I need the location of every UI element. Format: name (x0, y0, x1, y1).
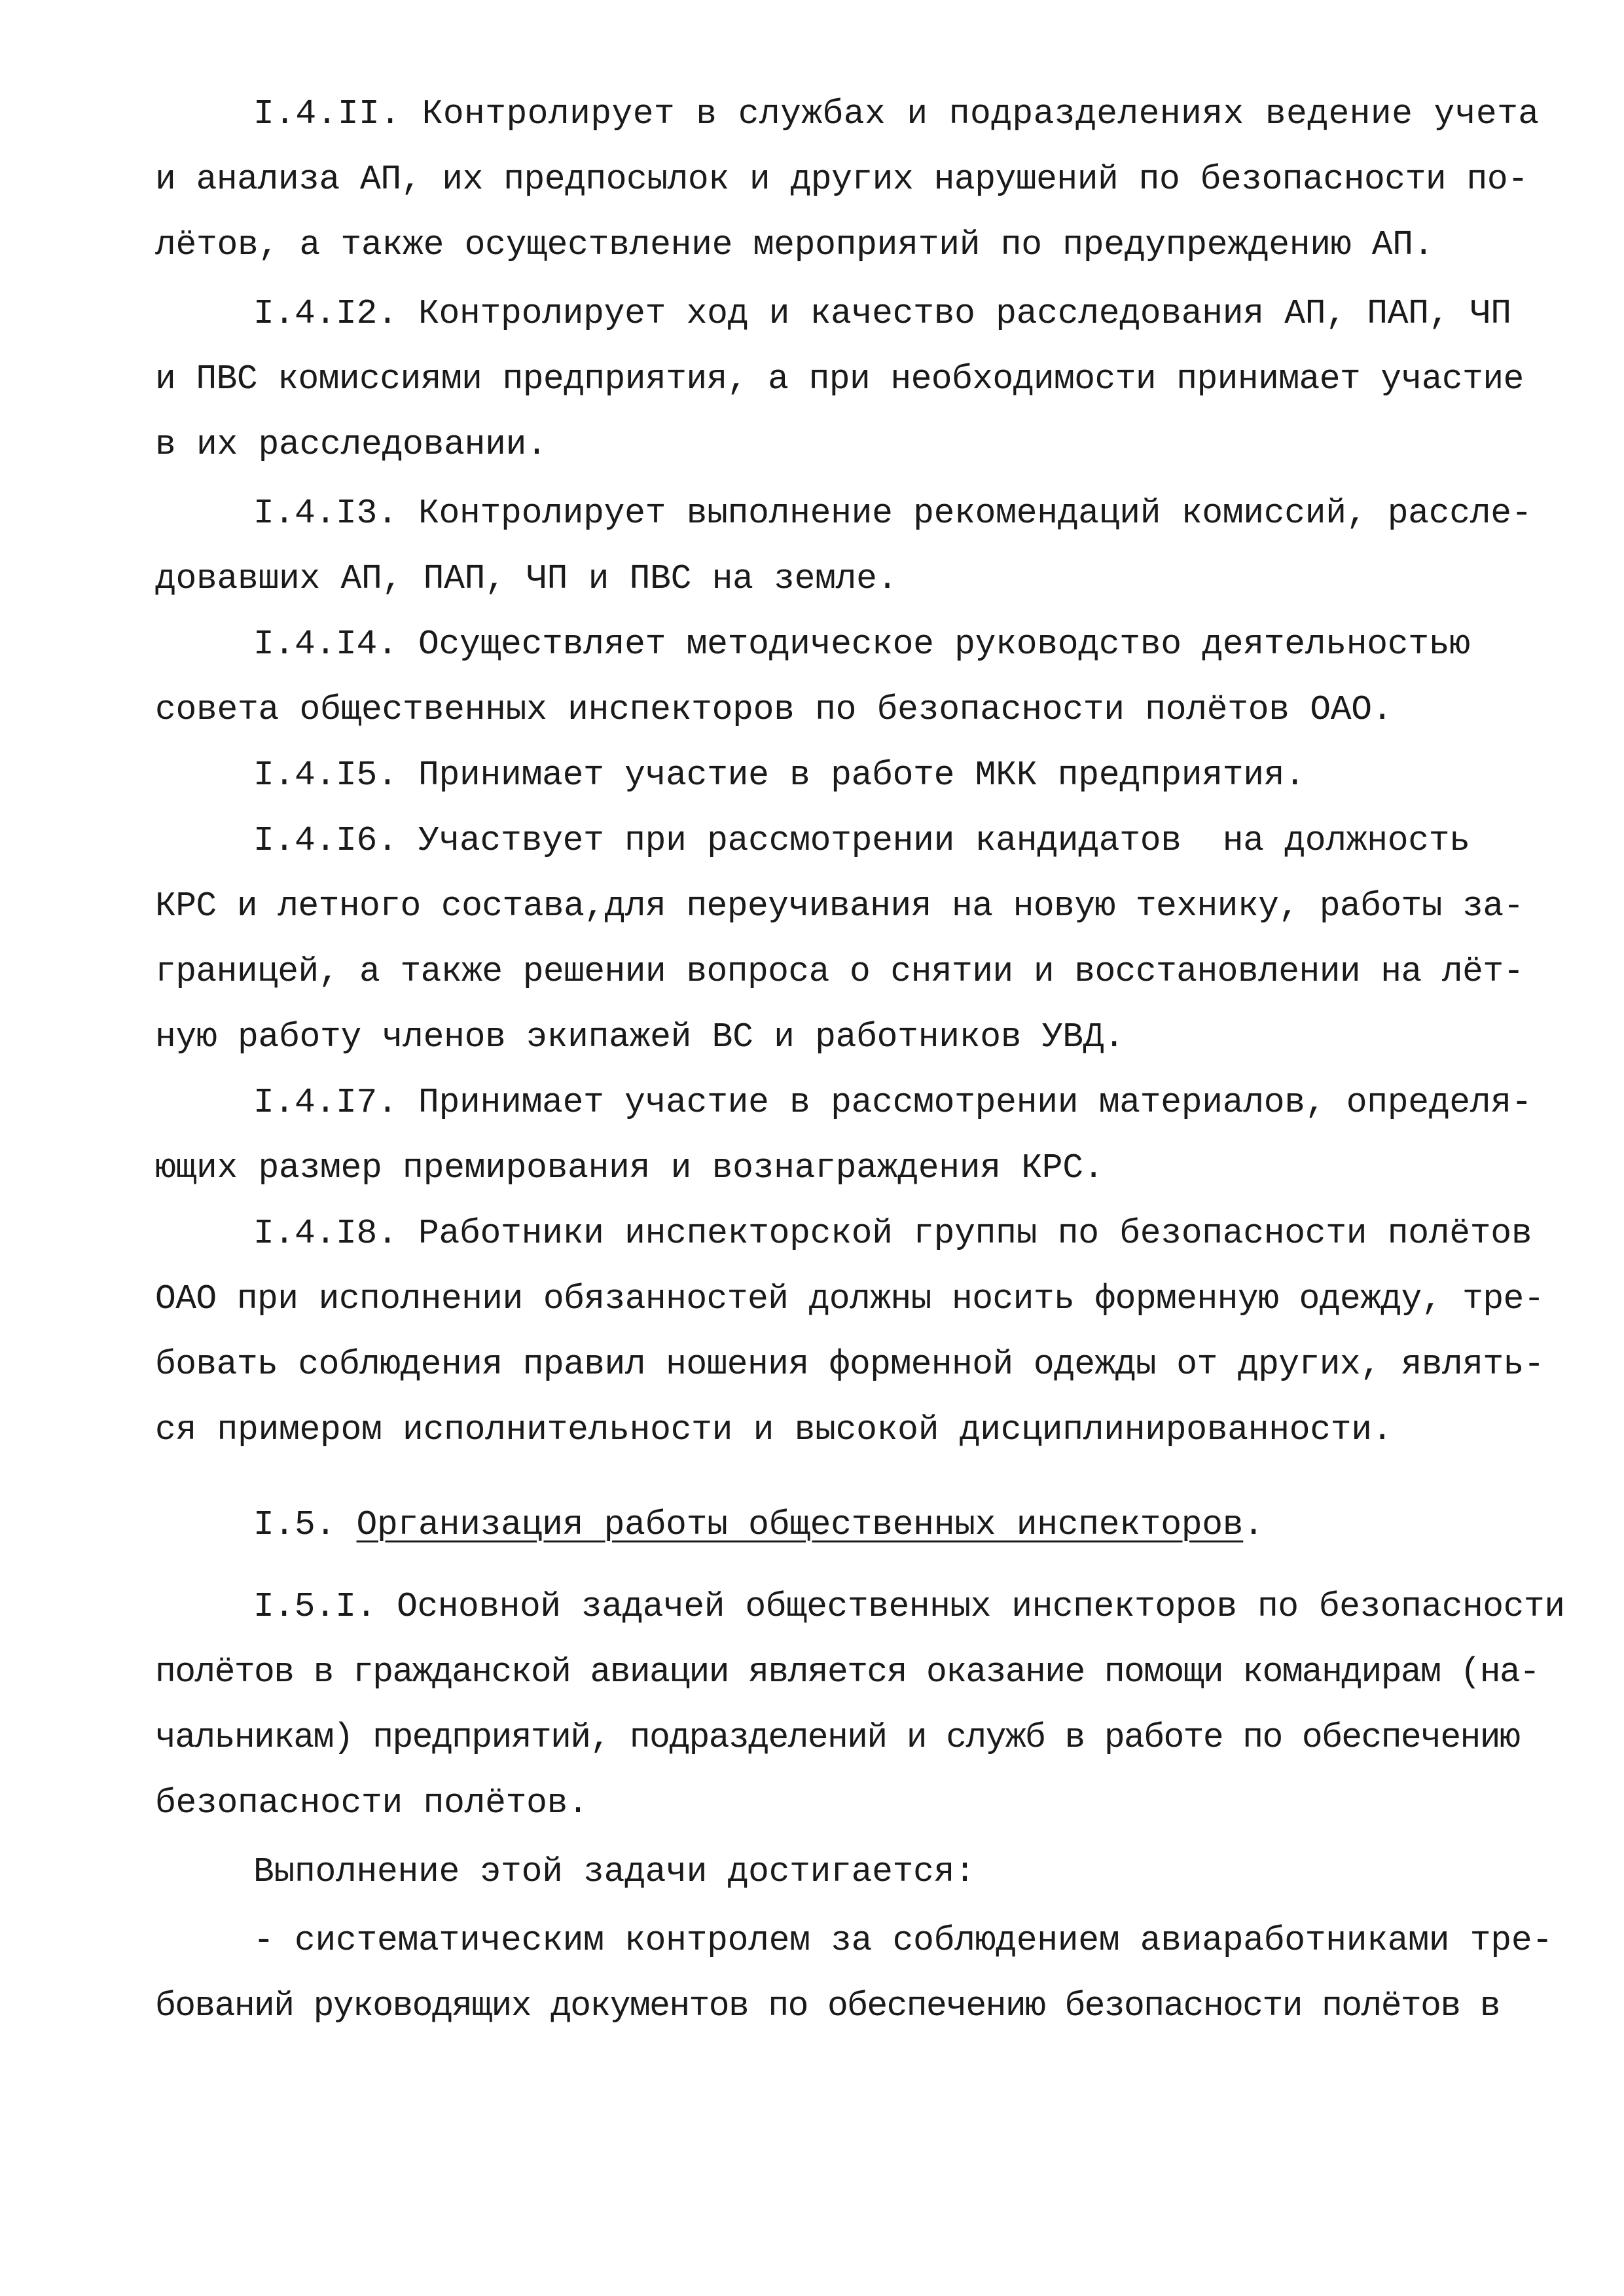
paragraph-1-5-1-line-3: чальникам) предприятий, подразделений и служб в работе по обеспечению (155, 1718, 1520, 1757)
paragraph-1-4-18-line-2: ОАО при исполнении обязанностей должны носить форменную одежду, тре- (155, 1279, 1544, 1319)
paragraph-1-4-11-line-3: лётов, а также осуществление мероприятий по предупреждению АП. (155, 225, 1434, 264)
paragraph-1-4-17-line-2: ющих размер премирования и вознаграждения КРС. (155, 1148, 1104, 1188)
paragraph-1-4-14-line-2: совета общественных инспекторов по безопасности полётов ОАО. (155, 690, 1393, 729)
paragraph-1-4-18-line-3: бовать соблюдения правил ношения форменной одежды от других, являть- (155, 1345, 1544, 1384)
paragraph-1-5-1-line-4: безопасности полётов. (155, 1783, 588, 1823)
paragraph-1-4-16-line-2: КРС и летного состава,для переучивания на новую технику, работы за- (155, 886, 1524, 926)
paragraph-1-4-12-line-3: в их расследовании. (155, 425, 547, 464)
paragraph-1-4-16-line-3: границей, а также решении вопроса о снятии и восстановлении на лёт- (155, 952, 1524, 991)
list-item-line-2: бований руководящих документов по обеспечению безопасности полётов в (155, 1986, 1500, 2026)
section-heading-1-5 (253, 1505, 1366, 1544)
task-achievement-intro: Выполнение этой задачи достигается: (253, 1852, 975, 1891)
paragraph-1-4-15-line-1: I.4.I5. Принимает участие в работе МКК предприятия. (253, 756, 1305, 795)
paragraph-1-4-12-line-2: и ПВС комиссиями предприятия, а при необходимости принимает участие (155, 359, 1524, 399)
section-title: Организация работы общественных инспекторов (356, 1505, 1244, 1544)
paragraph-1-4-16-line-4: ную работу членов экипажей ВС и работников УВД. (155, 1017, 1125, 1057)
paragraph-1-4-13-line-1: I.4.I3. Контролирует выполнение рекомендаций комиссий, рассле- (253, 494, 1532, 533)
paragraph-1-4-11-line-1: I.4.II. Контролирует в службах и подразделениях ведение учета (253, 94, 1540, 134)
list-item-line-1: - систематическим контролем за соблюдением авиаработниками тре- (253, 1921, 1553, 1960)
paragraph-1-4-14-line-1: I.4.I4. Осуществляет методическое руководство деятельностью (253, 625, 1470, 664)
paragraph-1-4-17-line-1: I.4.I7. Принимает участие в рассмотрении материалов, определя- (253, 1083, 1532, 1122)
paragraph-1-4-11-line-2: и анализа АП, их предпосылок и других нарушений по безопасности по- (155, 160, 1528, 199)
section-number: I.5. (253, 1505, 336, 1544)
paragraph-1-4-18-line-1: I.4.I8. Работники инспекторской группы по безопасности полётов (253, 1214, 1532, 1253)
paragraph-1-4-13-line-2: довавших АП, ПАП, ЧП и ПВС на земле. (155, 559, 898, 598)
section-title-period: . (1243, 1505, 1264, 1544)
paragraph-1-5-1-line-1: I.5.I. Основной задачей общественных инспекторов по безопасности (253, 1587, 1565, 1626)
paragraph-1-4-16-line-1: I.4.I6. Участвует при рассмотрении кандидатов на должность (253, 821, 1470, 860)
paragraph-1-5-1-line-2: полётов в гражданской авиации является оказание помощи командирам (на- (155, 1652, 1540, 1692)
paragraph-1-4-12-line-1: I.4.I2. Контролирует ход и качество расследования АП, ПАП, ЧП (253, 294, 1511, 333)
paragraph-1-4-18-line-4: ся примером исполнительности и высокой дисциплинированности. (155, 1410, 1393, 1449)
